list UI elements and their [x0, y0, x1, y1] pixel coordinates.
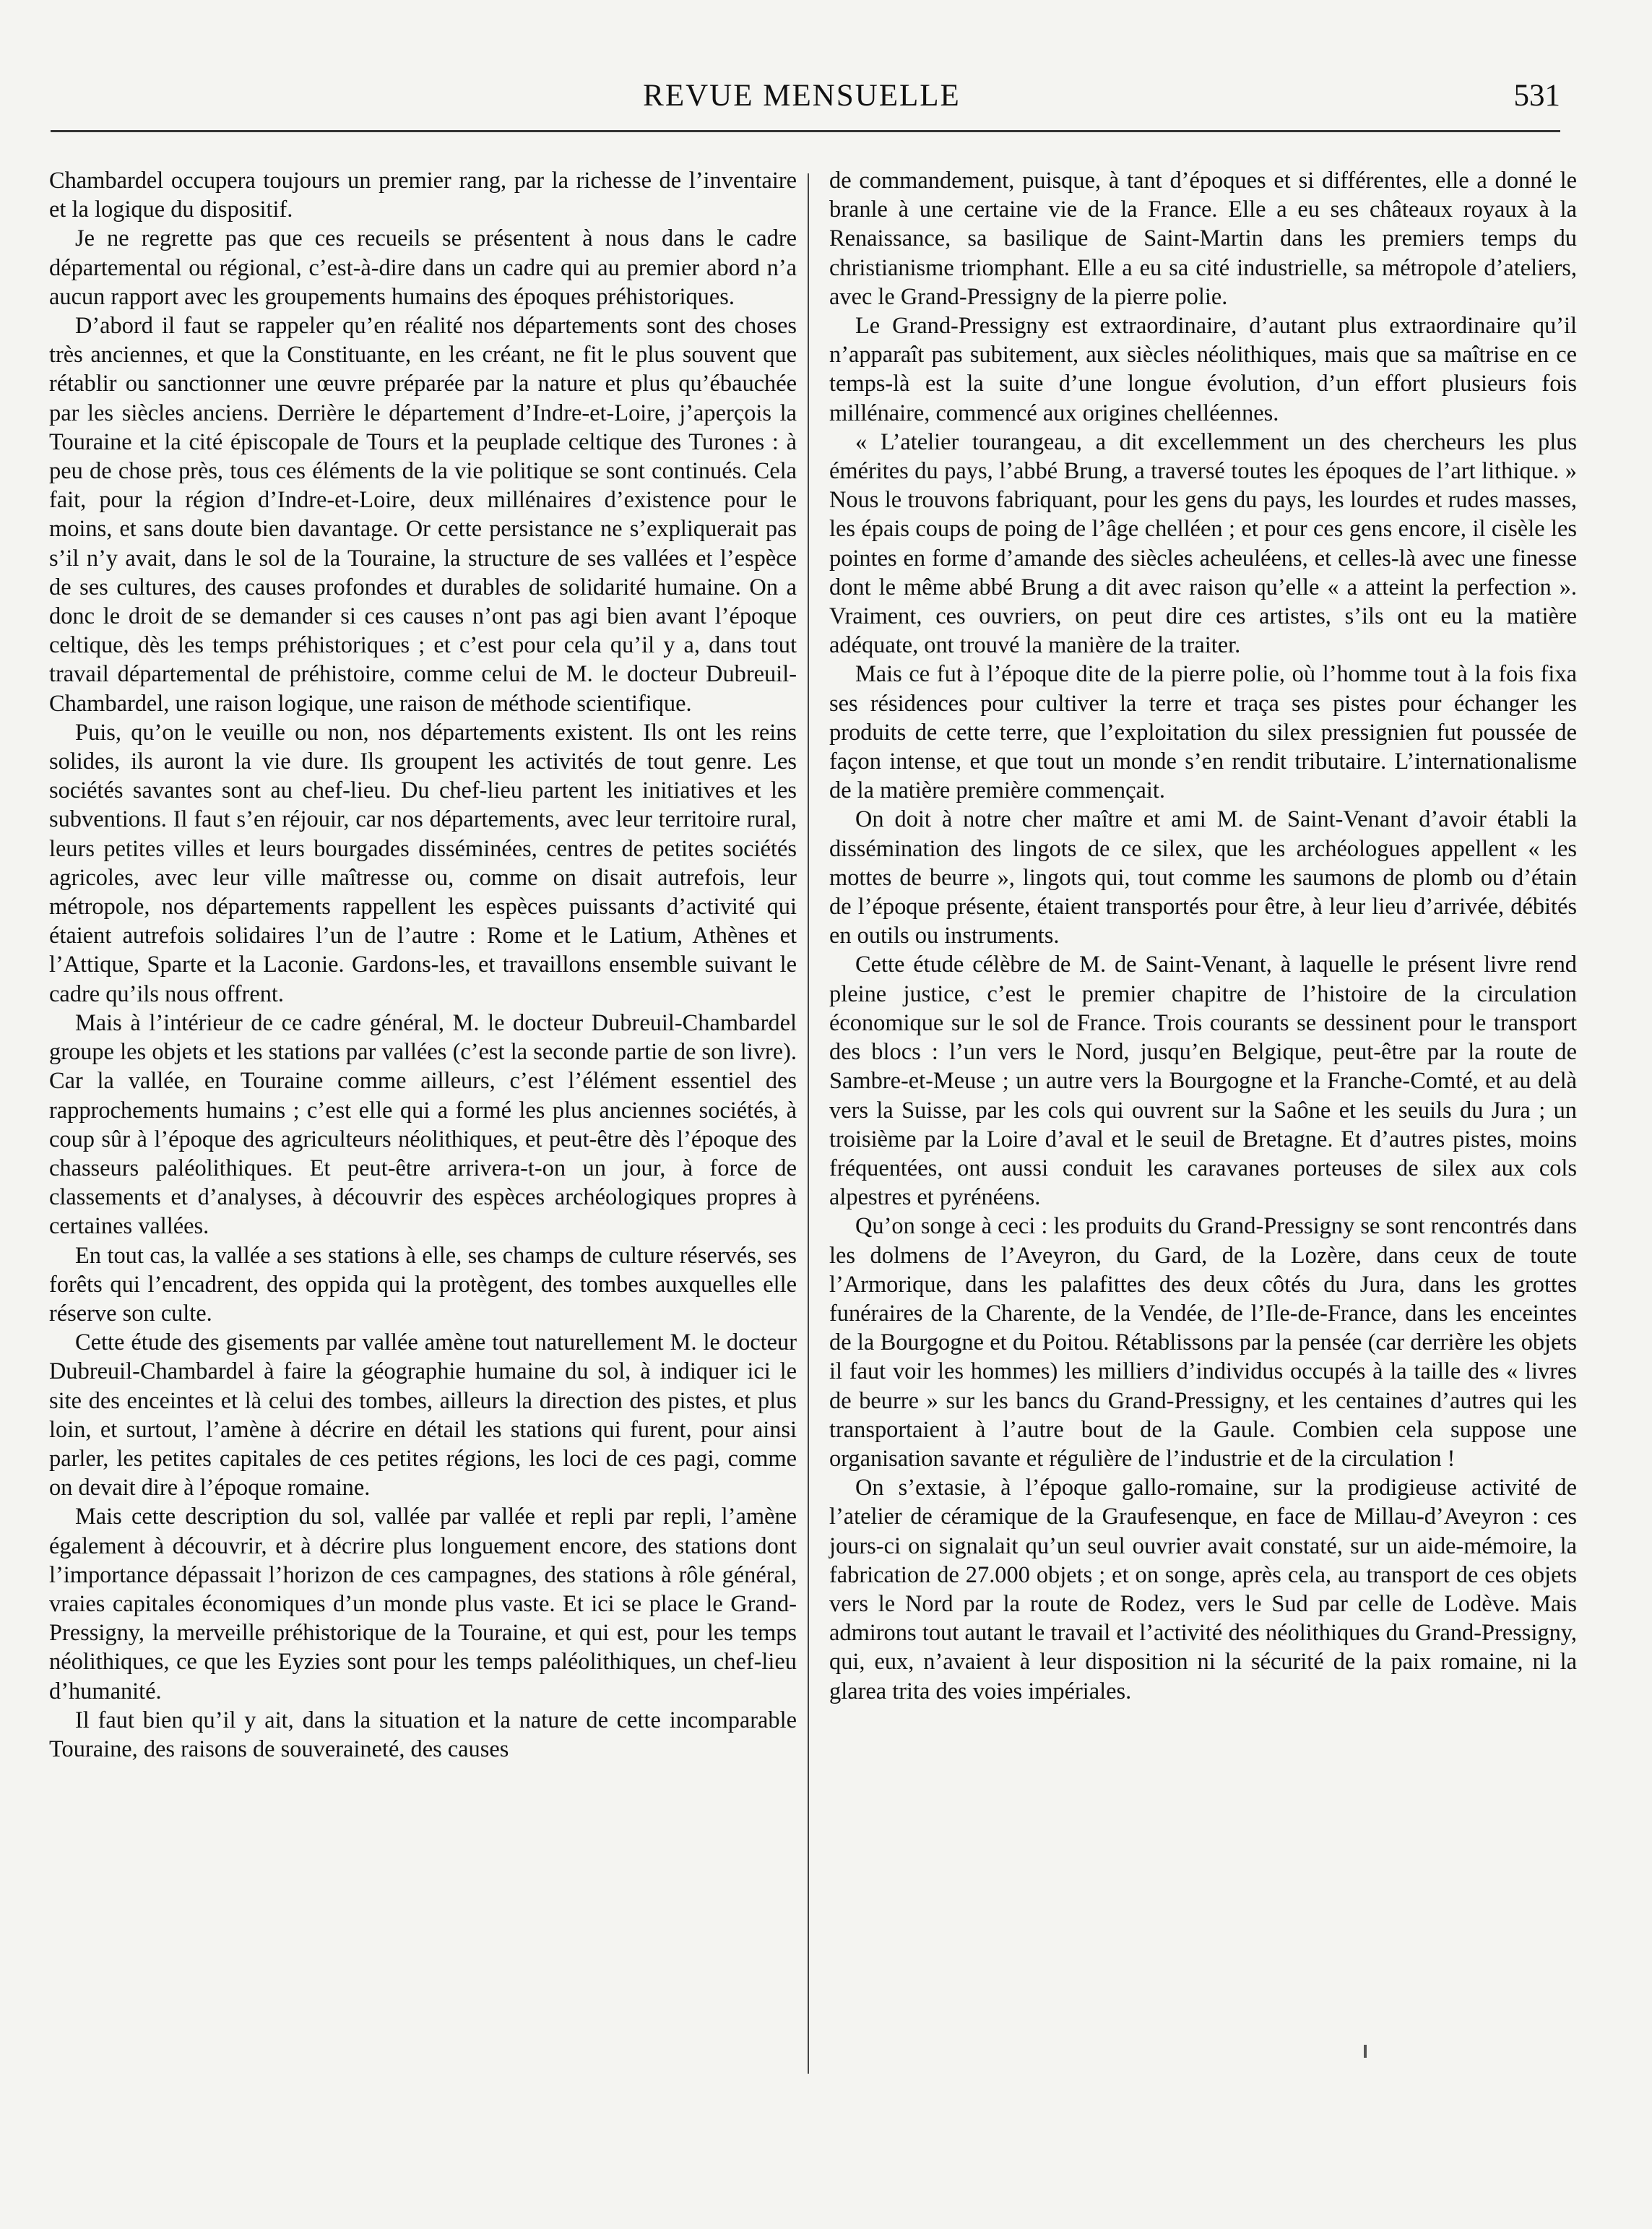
paragraph: Cette étude célèbre de M. de Saint-Venant, à laquelle le présent livre rend pleine justice, c’est le premier chapitre de l’histoire de la circulation économique sur le sol de France. Trois courants se dessinent pour le transport des blocs : l’un vers le Nord, jusqu’en Belgique, peut-être par la route de Sambre-et-Meuse ; un autre vers la Bourgogne et la Franche-Comté, et au delà vers la Suisse, par les cols qui ouvrent sur la Saône et les seuils du Jura ; un troisième par la Loire d’aval et le seuil de Bretagne. Et d’autres pistes, moins fréquentées, ont aussi conduit les caravanes porteuses de silex aux cols alpestres et pyrénéens. [829, 952, 1577, 1211]
page-header [43, 72, 1560, 123]
paragraph: Cette étude des gisements par vallée amène tout naturellement M. le docteur Dubreuil-Chambardel à faire la géographie humaine du sol, à indiquer ici le site des enceintes et là celui des tombes, ailleurs la direction des pistes, et plus loin, et surtout, l’amène à décrire en détail les stations qui furent, pour ainsi parler, les petites capitales de ces petites régions, les loci de ces pagi, comme on devait dire à l’époque romaine. [49, 1329, 797, 1501]
paragraph: Mais ce fut à l’époque dite de la pierre polie, où l’homme tout à la fois fixa ses résidences pour cultiver la terre et traça ses pistes pour échanger les produits de cette terre, que l’exploitation du silex pressignien fut poussée de façon intense, et que tout un monde s’en rendit tributaire. L’internationalisme de la matière première commençait. [829, 661, 1577, 804]
paragraph: Il faut bien qu’il y ait, dans la situation et la nature de cette incomparable Touraine, des raisons de souveraineté, des causes [49, 1707, 797, 1762]
paragraph: Le Grand-Pressigny est extraordinaire, d’autant plus extraordinaire qu’il n’apparaît pas subitement, aux siècles néolithiques, mais que sa maîtrise en ce temps-là est la suite d’une longue évolution, d’un effort plusieurs fois millénaire, commencé aux origines chelléennes. [829, 313, 1577, 426]
paragraph: En tout cas, la vallée a ses stations à elle, ses champs de culture réservés, ses forêts qui l’encadrent, des oppida qui la protègent, des tombes auxquelles elle réserve son culte. [49, 1242, 797, 1327]
paragraph: D’abord il faut se rappeler qu’en réalité nos départements sont des choses très anciennes, et que la Constituante, en les créant, ne fit le plus souvent que rétablir ou sanctionner une œuvre préparée par la nature et plus qu’ébauchée par les siècles anciens. Derrière le département d’Indre-et-Loire, j’aperçois la Touraine et la cité épiscopale de Tours et la peuplade celtique des Turones : à peu de chose près, tous ces éléments de la vie politique se sont continués. Cela fait, pour la région d’Indre-et-Loire, deux millénaires d’existence pour le moins, et sans doute bien davantage. Or cette persistance ne s’expliquerait pas s’il n’y avait, dans le sol de la Touraine, la structure de ses vallées et l’espèce de ses cultures, des causes profondes et durables de solidarité humaine. On a donc le droit de se demander si ces causes n’ont pas agi bien avant l’époque celtique, dès les temps préhistoriques ; et c’est pour cela qu’il y a, dans tout travail départemental de préhistoire, comme celui de M. le docteur Dubreuil-Chambardel, une raison logique, une raison de méthode scientifique. [49, 313, 797, 717]
print-mark [1364, 2045, 1367, 2058]
right-column [829, 166, 1577, 1706]
page-number: 531 [1513, 79, 1560, 113]
running-title: REVUE MENSUELLE [643, 79, 961, 113]
paragraph: « L’atelier tourangeau, a dit excellemment un des chercheurs les plus émérites du pays, l’abbé Brung, a traversé toutes les époques de l’art lithique. » Nous le trouvons fabriquant, pour les gens du pays, les lourdes et rudes masses, les épais coups de poing de l’âge chelléen ; et pour ces gens encore, il cisèle les pointes en forme d’amande des siècles acheuléens, et celles-là avec une finesse dont le même abbé Brung a dit avec raison qu’elle « a atteint la perfection ». Vraiment, ces ouvriers, on peut dire ces artistes, s’ils ont eu la matière adéquate, ont trouvé la manière de la traiter. [829, 428, 1577, 659]
paragraph: Mais à l’intérieur de ce cadre général, M. le docteur Dubreuil-Chambardel groupe les objets et les stations par vallées (c’est la seconde partie de son livre). Car la vallée, en Touraine comme ailleurs, c’est l’élément essentiel des rapprochements humains ; c’est elle qui a formé les plus anciennes sociétés, à coup sûr à l’époque des agriculteurs néolithiques, et peut-être dès l’époque des chasseurs paléolithiques. Et peut-être arrivera-t-on un jour, à force de classements et d’analyses, à découvrir des espèces archéologiques propres à certaines vallées. [49, 1009, 797, 1240]
paragraph: de commandement, puisque, à tant d’époques et si différentes, elle a donné le branle à une certaine vie de la France. Elle a eu ses châteaux royaux à la Renaissance, sa basilique de Saint-Martin dans les premiers temps du christianisme triomphant. Elle a eu sa cité industrielle, sa métropole d’ateliers, avec le Grand-Pressigny de la pierre polie. [829, 168, 1577, 310]
paragraph: Puis, qu’on le veuille ou non, nos départements existent. Ils ont les reins solides, ils auront la vie dure. Ils groupent les activités de tout genre. Les sociétés savantes sont au chef-lieu. Du chef-lieu partent les initiatives et les subventions. Il faut s’en réjouir, car nos départements, avec leur territoire rural, leurs petites villes et leurs bourgades disséminées, centres de petites sociétés agricoles, avec leur ville maîtresse ou, comme on disait autrefois, leur métropole, nos départements rappellent les espèces puissants d’activité qui étaient autrefois solidaires l’un de l’autre : Rome et le Latium, Athènes et l’Attique, Sparte et la Laconie. Gardons-les, et travaillons ensemble suivant le cadre qu’ils nous offrent. [49, 719, 797, 1007]
paragraph: Mais cette description du sol, vallée par vallée et repli par repli, l’amène également à découvrir, et à décrire plus longuement encore, des stations dont l’importance dépassait l’horizon de ces campagnes, des stations à rôle général, vraies capitales économiques d’un monde plus vaste. Et ici se place le Grand-Pressigny, la merveille préhistorique de la Touraine, et qui est, pour les temps néolithiques, ce que les Eyzies sont pour les temps paléolithiques, un chef-lieu d’humanité. [49, 1504, 797, 1704]
paragraph: Je ne regrette pas que ces recueils se présentent à nous dans le cadre départemental ou régional, c’est-à-dire dans un cadre qui au premier abord n’a aucun rapport avec les groupements humains des époques préhistoriques. [49, 225, 797, 310]
paragraph: On doit à notre cher maître et ami M. de Saint-Venant d’avoir établi la dissémination des lingots de ce silex, que les archéologues appellent « les mottes de beurre », lingots qui, tout comme les saumons de plomb ou d’étain de l’époque présente, étaient transportés pour être, à leur lieu d’arrivée, débités en outils ou instruments. [829, 806, 1577, 949]
column-divider [808, 173, 809, 2074]
paragraph: On s’extasie, à l’époque gallo-romaine, sur la prodigieuse activité de l’atelier de céramique de la Graufesenque, en face de Millau-d’Aveyron : ces jours-ci on signalait qu’un seul ouvrier avait constaté, sur un aide-mémoire, la fabrication de 27.000 objets ; et on songe, après cela, au transport de ces objets vers le Nord par la route de Rodez, vers le Sud par celle de Lodève. Mais admirons tout autant le travail et l’activité des néolithiques du Grand-Pressigny, qui, eux, n’avaient à leur disposition ni la sécurité de la paix romaine, ni la glarea trita des voies impériales. [829, 1475, 1577, 1704]
left-column [49, 166, 797, 1764]
paragraph: Chambardel occupera toujours un premier rang, par la richesse de l’inventaire et la logique du dispositif. [49, 168, 797, 223]
paragraph: Qu’on songe à ceci : les produits du Grand-Pressigny se sont rencontrés dans les dolmens de l’Aveyron, du Gard, de la Lozère, dans ceux de toute l’Armorique, dans les palafittes des deux côtés du Jura, dans les grottes funéraires de la Charente, de la Vendée, de l’Ile-de-France, dans les enceintes de la Bourgogne et du Poitou. Rétablissons par la pensée (car derrière les objets il faut voir les hommes) les milliers d’individus occupés à la taille des « livres de beurre » sur les bancs du Grand-Pressigny, et les centaines d’autres qui les transportaient à l’autre bout de la Gaule. Combien cela suppose une organisation savante et régulière de l’industrie et de la circulation ! [829, 1213, 1577, 1472]
header-rule [51, 130, 1560, 132]
